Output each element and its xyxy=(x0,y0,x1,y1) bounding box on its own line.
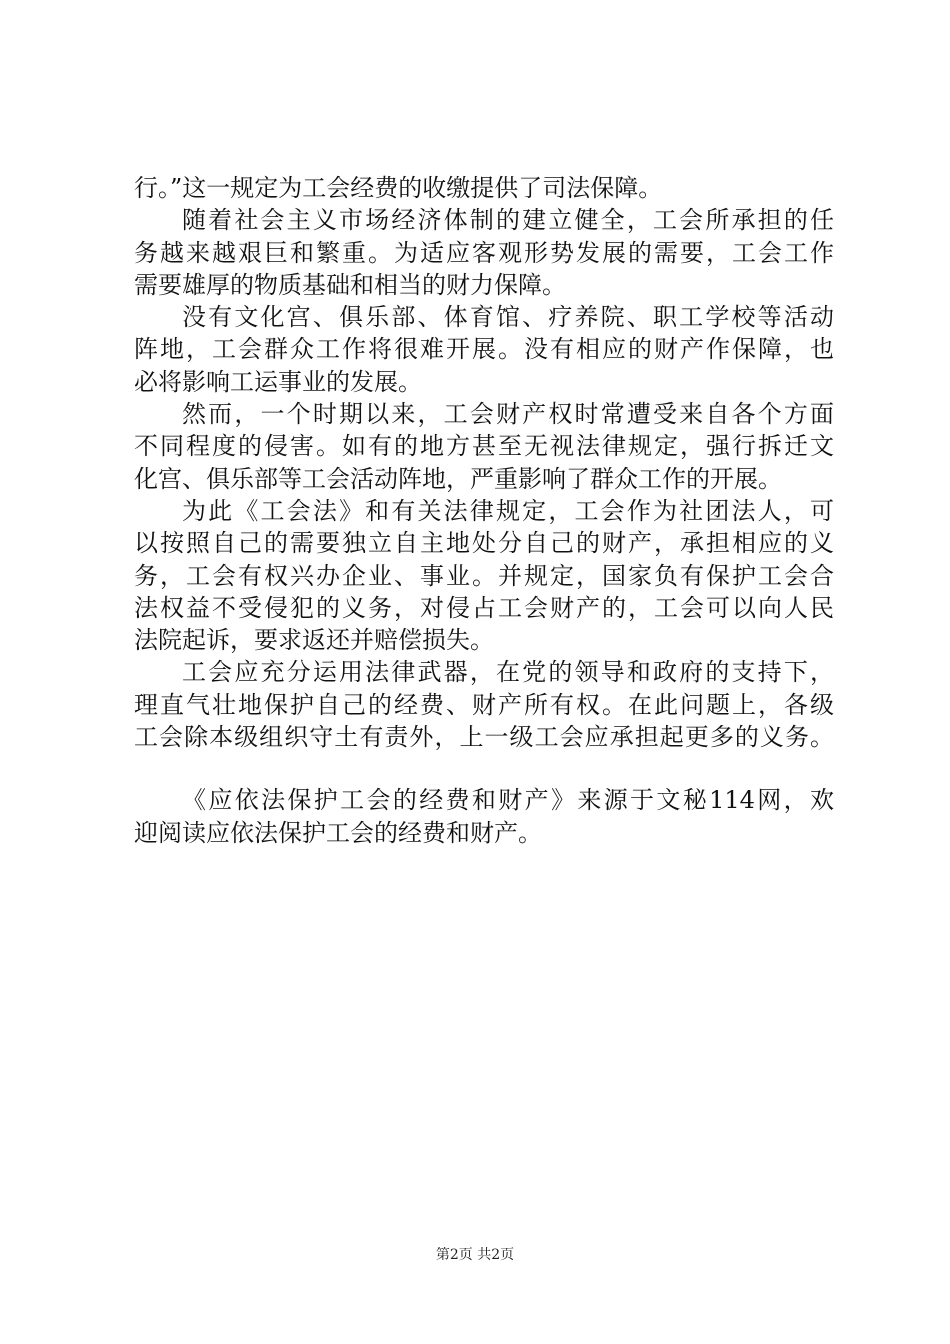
paragraph-line: 以按照自己的需要独立自主地处分自己的财产，承担相应的义 xyxy=(134,529,834,558)
paragraph-line: 务越来越艰巨和繁重。为适应客观形势发展的需要，工会工作 xyxy=(134,238,834,267)
paragraph-line: 随着社会主义市场经济体制的建立健全，工会所承担的任 xyxy=(182,206,834,235)
paragraph-line: 行。”这一规定为工会经费的收缴提供了司法保障。 xyxy=(134,174,663,202)
paragraph-line: 务，工会有权兴办企业、事业。并规定，国家负有保护工会合 xyxy=(134,561,834,590)
paragraph-line: 法权益不受侵犯的义务，对侵占工会财产的，工会可以向人民 xyxy=(134,593,834,622)
paragraph-line: 需要雄厚的物质基础和相当的财力保障。 xyxy=(134,270,566,299)
page-number-footer: 第2页 共2页 xyxy=(435,1247,515,1263)
paragraph-line: 必将影响工运事业的发展。 xyxy=(134,367,422,396)
paragraph-line: 理直气壮地保护自己的经费、财产所有权。在此问题上，各级 xyxy=(134,690,834,719)
paragraph-line: 为此《工会法》和有关法律规定，工会作为社团法人，可 xyxy=(182,496,834,525)
paragraph-line: 不同程度的侵害。如有的地方甚至无视法律规定，强行拆迁文 xyxy=(134,432,834,461)
paragraph-line: 化宫、俱乐部等工会活动阵地，严重影响了群众工作的开展。 xyxy=(134,464,782,493)
paragraph-line: 然而，一个时期以来，工会财产权时常遭受来自各个方面 xyxy=(182,400,834,429)
paragraph-line: 法院起诉，要求返还并赔偿损失。 xyxy=(134,626,494,655)
paragraph-line: 工会除本级组织守土有责外，上一级工会应承担起更多的义务。 xyxy=(134,723,834,752)
document-body xyxy=(134,172,834,849)
paragraph-spacer xyxy=(134,753,834,784)
paragraph-line: 阵地，工会群众工作将很难开展。没有相应的财产作保障，也 xyxy=(134,335,834,364)
source-note-line: 《应依法保护工会的经费和财产》来源于文秘114网，欢 xyxy=(182,786,834,815)
paragraph-line: 没有文化宫、俱乐部、体育馆、疗养院、职工学校等活动 xyxy=(182,303,834,332)
paragraph-line: 工会应充分运用法律武器，在党的领导和政府的支持下， xyxy=(182,658,834,687)
source-note-line: 迎阅读应依法保护工会的经费和财产。 xyxy=(134,818,542,847)
